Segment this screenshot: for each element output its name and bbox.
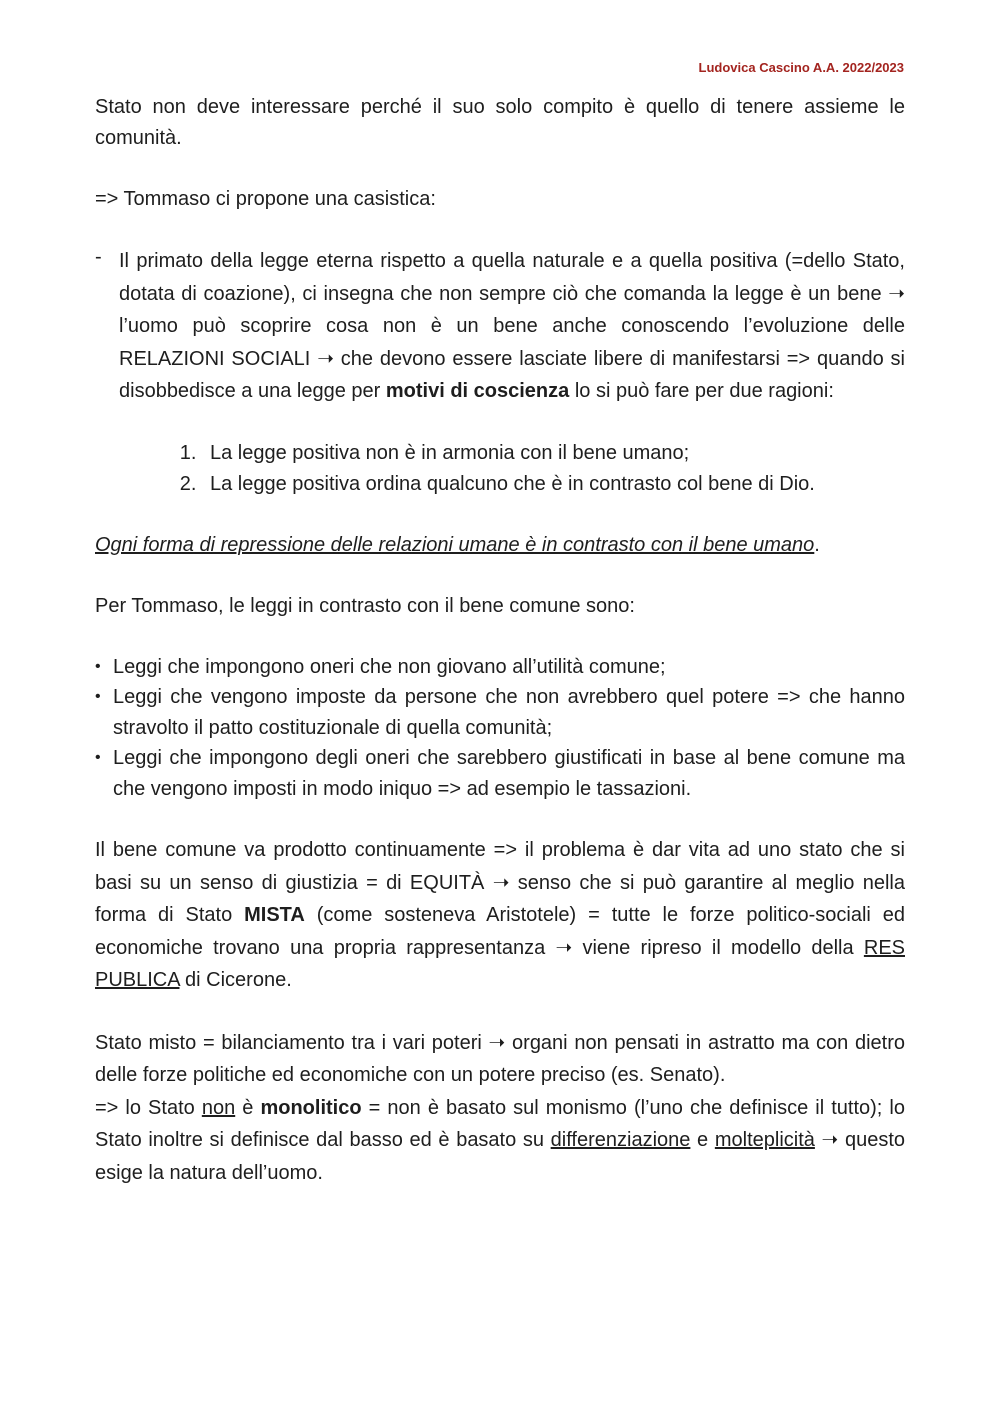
bene-text-3: di Cicerone. — [179, 969, 292, 991]
misto-text-5: e — [690, 1129, 715, 1151]
list-item — [95, 652, 905, 683]
misto-text-2: => lo Stato — [95, 1096, 202, 1119]
underline-molteplicita: molteplicità — [714, 1129, 815, 1151]
laws-list — [95, 652, 905, 805]
bold-mista: MISTA — [244, 904, 305, 926]
law-text: Leggi che vengono imposte da persone che non avrebbero quel potere => che hanno stravolto il patto costituzionale di quella comunità; — [113, 686, 905, 739]
paragraph-laws-intro: Per Tommaso, le leggi in contrasto con il bene comune sono: — [95, 594, 635, 617]
bold-motivi-coscienza: motivi di coscienza — [385, 380, 570, 402]
dash-list-item — [95, 245, 905, 408]
document-header: Ludovica Cascino A.A. 2022/2023 — [698, 60, 904, 75]
dash-item-text: Il primato della legge eterna rispetto a quella naturale e a quella positiva (=dello Stato, dotata di coazione), ci insegna che non sempre ciò che comanda la legge è un bene ➝ l’uomo può scoprire cosa non è un bene anche conoscendo l’evoluzione delle RELAZIONI SOCIALI ➝ che devono essere lasciate libere di manifestarsi => quando si disobbedisce a una legge per — [119, 250, 905, 402]
emphasis-period: . — [814, 533, 820, 556]
dash-marker: - — [95, 246, 102, 268]
misto-text-4: = non è basato sul monismo (l’uno che definisce il tutto); lo Stato inoltre si definisce dal basso ed è basato su — [95, 1096, 905, 1151]
law-text: Leggi che impongono degli oneri che sarebbero giustificati in base al bene comune ma che vengono imposti in modo iniquo => ad esempio le tassazioni. — [113, 747, 905, 800]
bold-monolitico: monolitico — [260, 1096, 362, 1119]
reasons-list — [95, 438, 905, 500]
paragraph-intro: Stato non deve interessare perché il suo solo compito è quello di tenere assieme le comunità. — [95, 96, 905, 149]
document-body — [95, 92, 905, 1189]
paragraph-casistica: => Tommaso ci propone una casistica: — [95, 188, 436, 210]
paragraph-stato-misto — [95, 1027, 905, 1190]
underline-differenziazione: differenziazione — [550, 1129, 691, 1151]
list-item: 2. La legge positiva ordina qualcuno che è in contrasto col bene di Dio. — [202, 469, 905, 500]
underline-res-publica: RES PUBLICA — [95, 936, 905, 991]
misto-text-6: ➝ questo esige la natura dell’uomo. — [95, 1129, 906, 1184]
law-text: Leggi che impongono oneri che non giovano all’utilità comune; — [113, 655, 666, 678]
bullet-marker: • — [95, 657, 101, 675]
list-item: 1. La legge positiva non è in armonia con il bene umano; — [202, 438, 905, 469]
paragraph-bene-comune — [95, 834, 905, 997]
bene-text-2: (come sosteneva Aristotele) = tutte le forze politico-sociali ed economiche trovano una propria rappresentanza ➝ viene ripreso il modello della — [95, 904, 905, 959]
bullet-marker: • — [95, 749, 101, 766]
list-item — [95, 743, 905, 804]
bullet-marker: • — [95, 688, 101, 705]
misto-text-1: Stato misto = bilanciamento tra i vari poteri ➝ organi non pensati in astratto ma con dietro delle forze politiche ed economiche con un potere preciso (es. Senato). — [95, 1031, 905, 1086]
emphasis-text: Ogni forma di repressione delle relazioni umane è in contrasto con il bene umano — [95, 533, 815, 556]
underline-non: non — [201, 1096, 236, 1119]
emphasis-paragraph — [95, 530, 905, 561]
bene-text-1: Il bene comune va prodotto continuamente => il problema è dar vita ad uno stato che si basi su un senso di giustizia = di EQUITÀ ➝ senso che si può garantire al meglio nella forma di Stato — [95, 839, 905, 926]
dash-item-text-end: lo si può fare per due ragioni: — [569, 380, 834, 402]
list-item — [95, 682, 905, 743]
misto-text-3: è — [235, 1096, 261, 1119]
